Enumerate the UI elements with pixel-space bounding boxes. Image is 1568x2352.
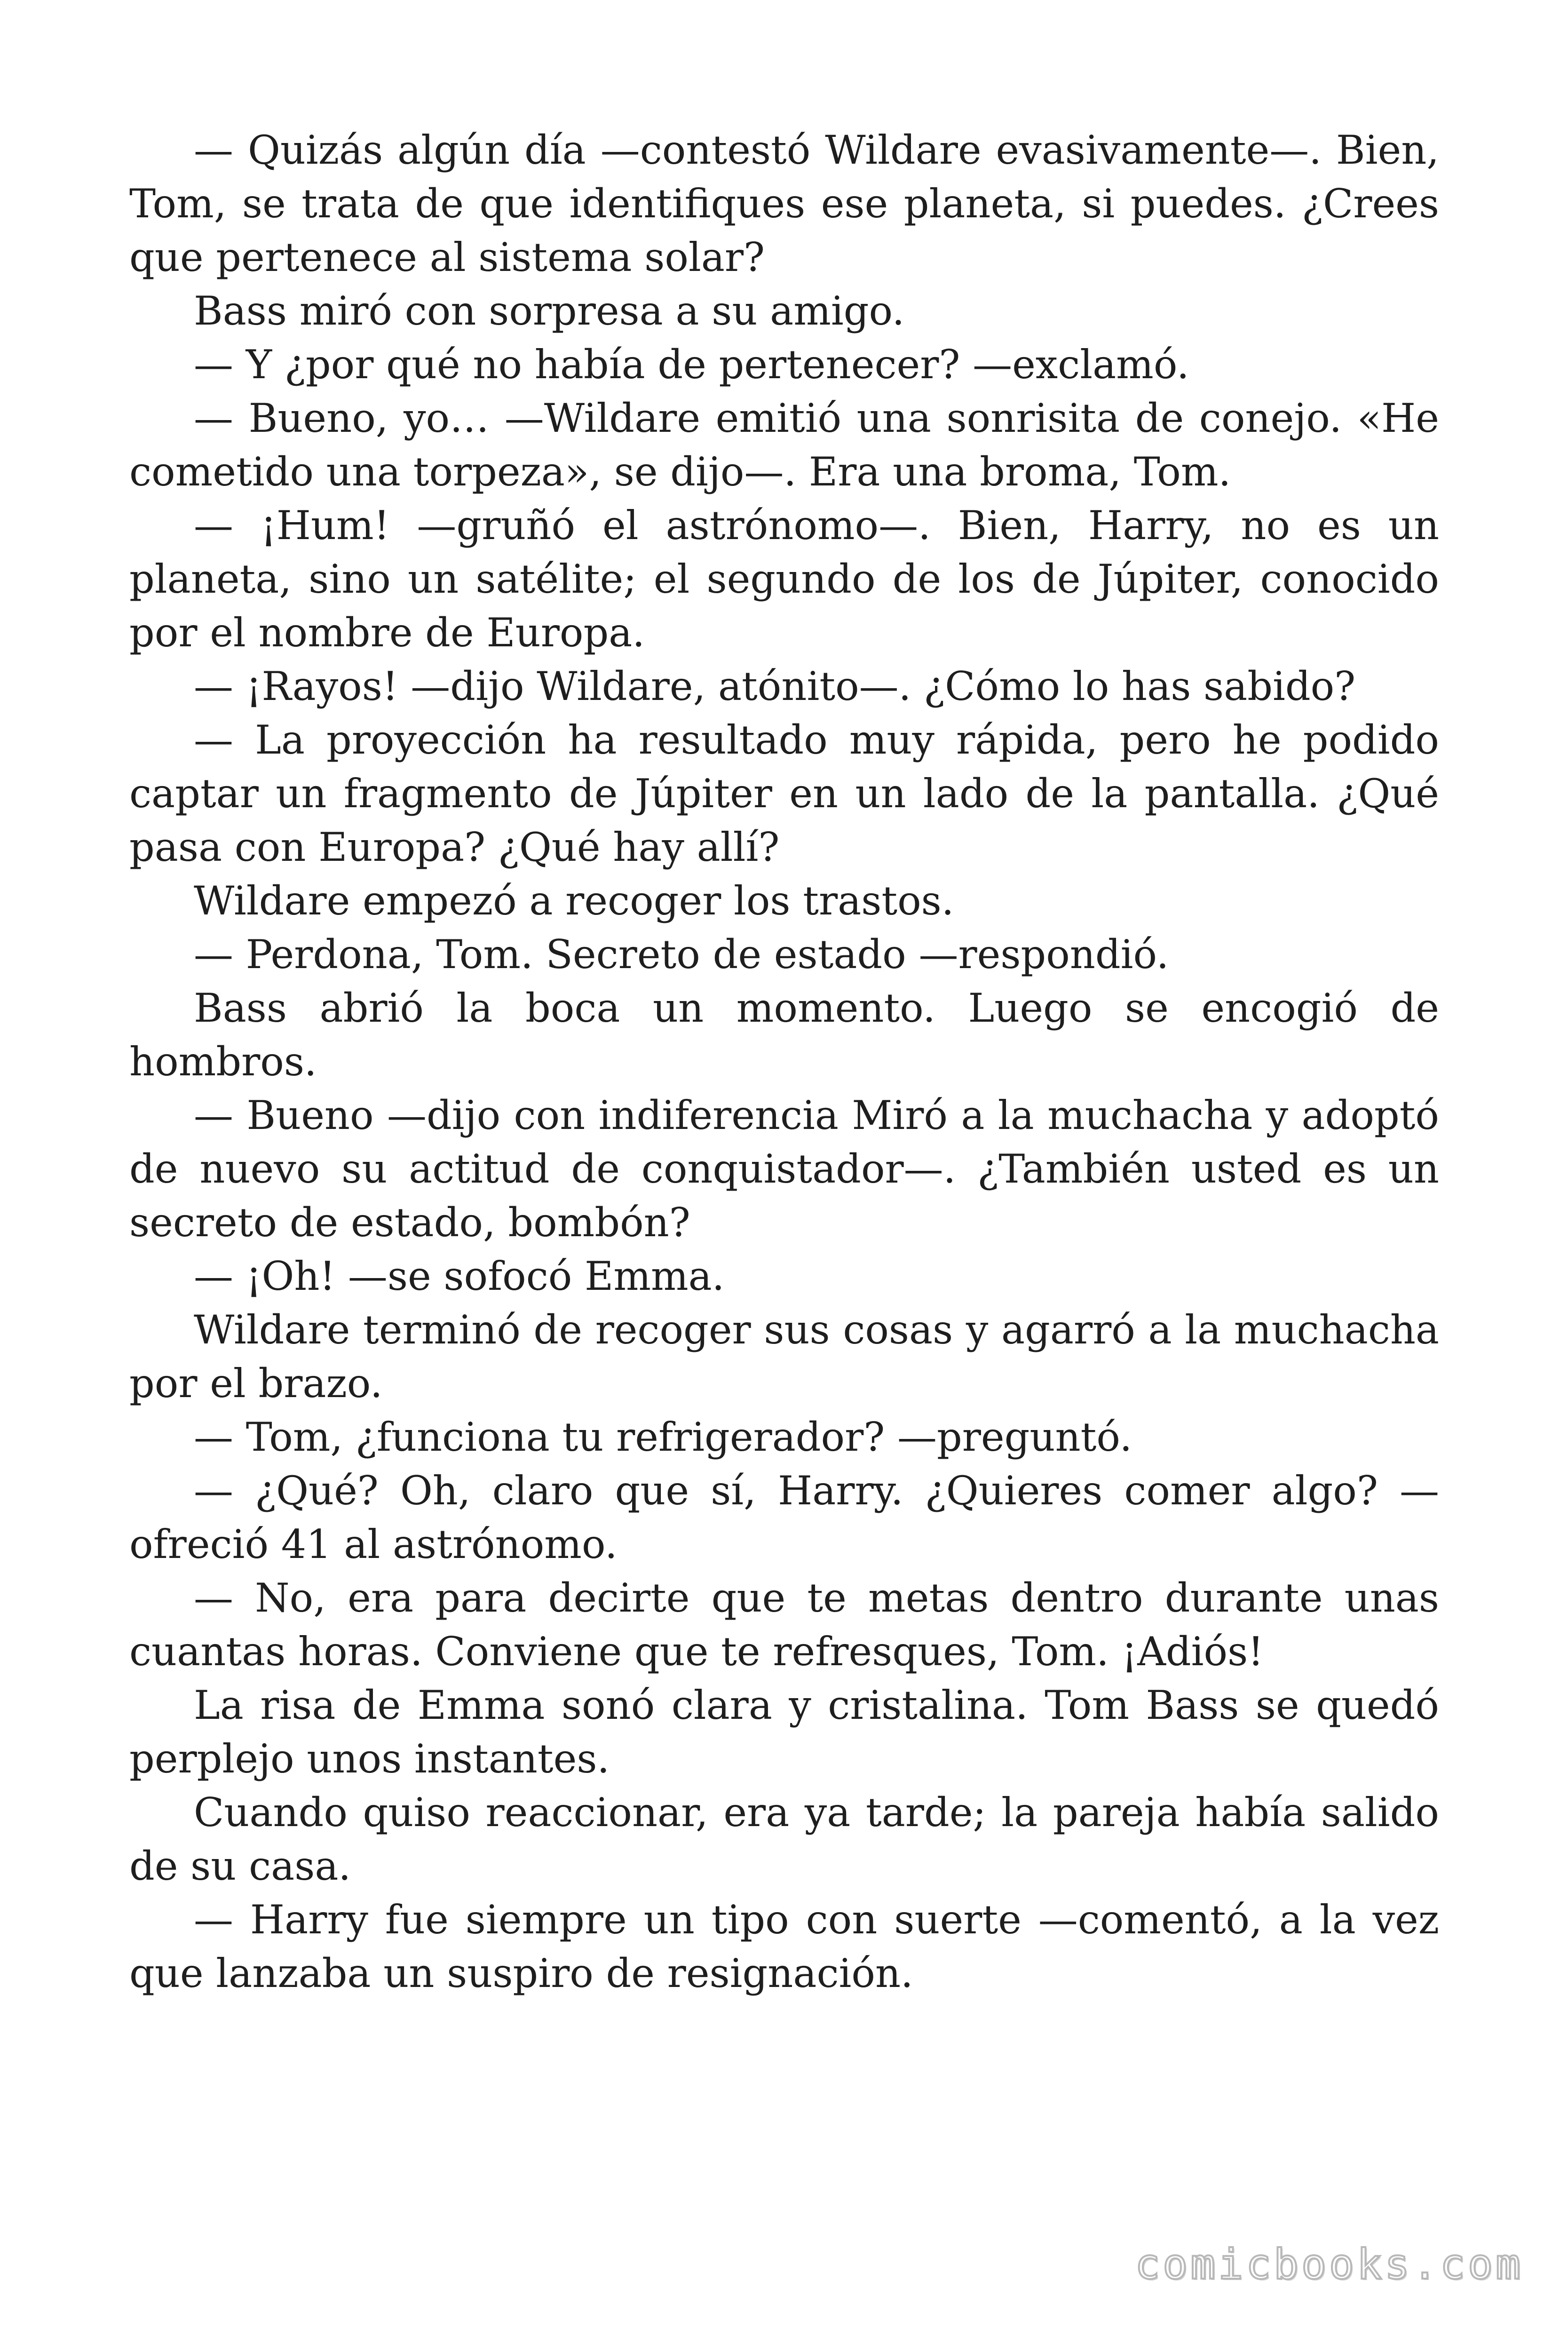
paragraph-1: — Quizás algún día —contestó Wildare evasivamente—. Bien, Tom, se trata de que identifiques ese planeta, si puedes. ¿Crees que pertenece al sistema solar? [129,127,1439,280]
paragraph-9: — Perdona, Tom. Secreto de estado —respondió. [194,931,1169,977]
paragraph-13: Wildare terminó de recoger sus cosas y agarró a la muchacha por el brazo. [129,1307,1439,1406]
paragraph-2: Bass miró con sorpresa a su amigo. [194,288,905,334]
paragraph-18: Cuando quiso reaccionar, era ya tarde; la pareja había salido de su casa. [129,1789,1439,1889]
paragraph-5: — ¡Hum! —gruñó el astrónomo—. Bien, Harry, no es un planeta, sino un satélite; el segundo de los de Júpiter, conocido por el nombre de Europa. [129,502,1439,656]
paragraph-6: — ¡Rayos! —dijo Wildare, atónito—. ¿Cómo lo has sabido? [194,663,1356,709]
paragraph-12: — ¡Oh! —se sofocó Emma. [194,1253,725,1299]
paragraph-10: Bass abrió la boca un momento. Luego se encogió de hombros. [129,985,1439,1085]
paragraph-3: — Y ¿por qué no había de pertenecer? —exclamó. [194,342,1189,388]
paragraph-15: — ¿Qué? Oh, claro que sí, Harry. ¿Quieres comer algo? —ofreció 41 al astrónomo. [129,1468,1439,1567]
paragraph-11: — Bueno —dijo con indiferencia Miró a la muchacha y adoptó de nuevo su actitud de conquistador—. ¿También usted es un secreto de estado, bombón? [129,1092,1439,1246]
body-text [129,123,1439,2000]
paragraph-14: — Tom, ¿funciona tu refrigerador? —preguntó. [194,1414,1132,1460]
paragraph-7: — La proyección ha resultado muy rápida, pero he podido captar un fragmento de Júpiter en un lado de la pantalla. ¿Qué pasa con Europa? ¿Qué hay allí? [129,717,1439,870]
paragraph-4: — Bueno, yo… —Wildare emitió una sonrisita de conejo. «He cometido una torpeza», se dijo—. Era una broma, Tom. [129,395,1439,495]
watermark: comicbooks.com [1135,2240,1523,2288]
paragraph-19: — Harry fue siempre un tipo con suerte —comentó, a la vez que lanzaba un suspiro de resignación. [129,1897,1439,1996]
paragraph-8: Wildare empezó a recoger los trastos. [194,878,954,924]
paragraph-17: La risa de Emma sonó clara y cristalina. Tom Bass se quedó perplejo unos instantes. [129,1682,1439,1782]
paragraph-16: — No, era para decirte que te metas dentro durante unas cuantas horas. Conviene que te refresques, Tom. ¡Adiós! [129,1575,1439,1675]
